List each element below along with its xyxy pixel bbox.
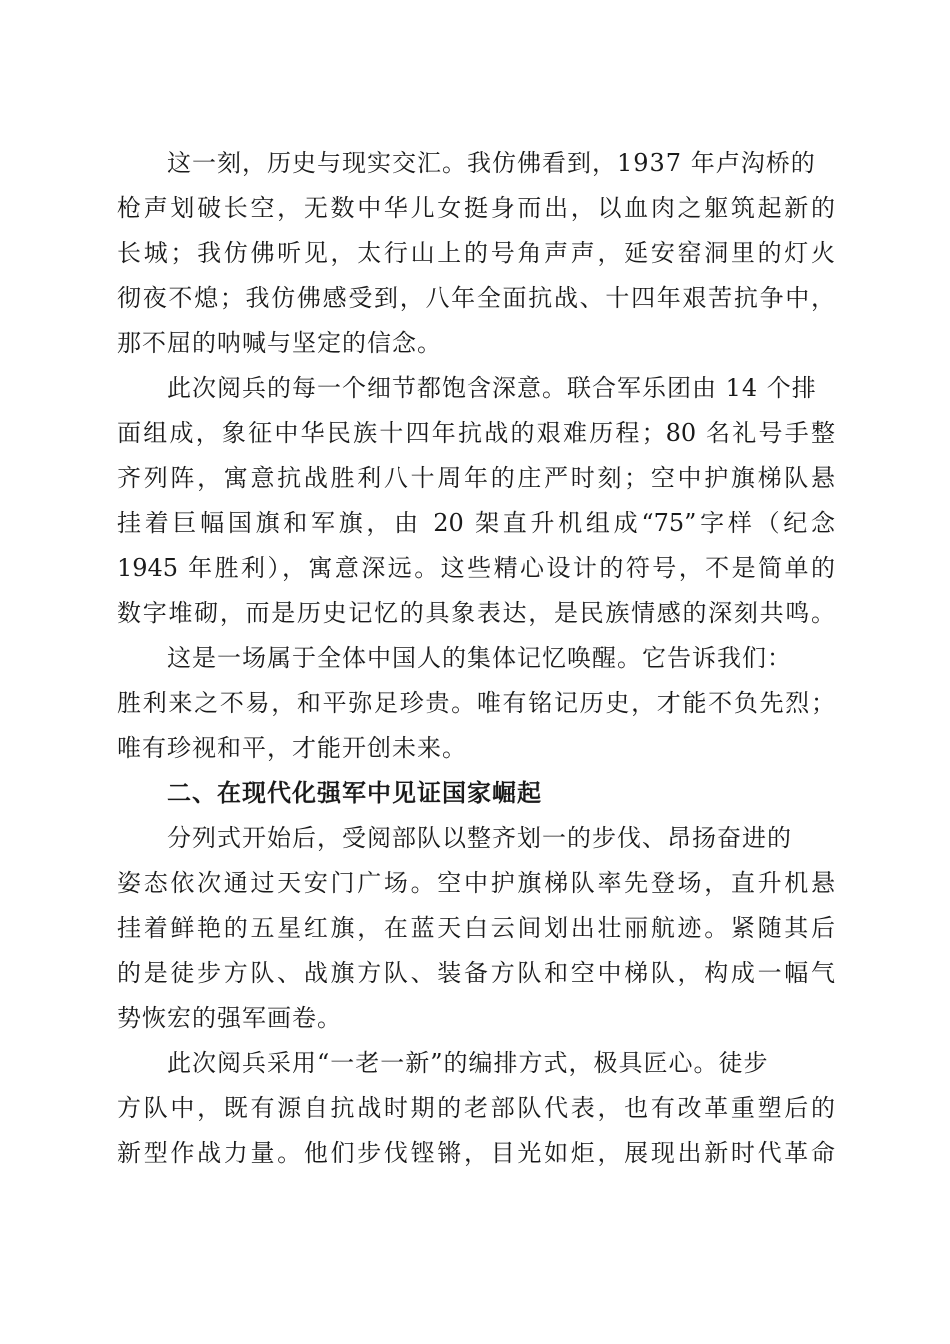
paragraph	[117, 636, 835, 771]
document-page	[117, 141, 835, 1176]
text-line: 这是一场属于全体中国人的集体记忆唤醒。它告诉我们：	[167, 644, 792, 672]
text-line: 势恢宏的强军画卷。	[117, 1004, 342, 1032]
text-line: 长城；我仿佛听见，太行山上的号角声声，延安窑洞里的灯火	[117, 239, 835, 267]
text-line: 彻夜不熄；我仿佛感受到，八年全面抗战、十四年艰苦抗争中，	[117, 284, 835, 312]
text-line: 1945 年胜利），寓意深远。这些精心设计的符号，不是简单的	[117, 554, 835, 582]
text-line: 数字堆砌，而是历史记忆的具象表达，是民族情感的深刻共鸣。	[117, 599, 835, 627]
text-line: 胜利来之不易，和平弥足珍贵。唯有铭记历史，才能不负先烈；	[117, 689, 835, 717]
paragraph	[117, 1041, 835, 1176]
text-line: 面组成，象征中华民族十四年抗战的艰难历程；80 名礼号手整	[117, 419, 835, 447]
text-line: 新型作战力量。他们步伐铿锵，目光如炬，展现出新时代革命	[117, 1139, 835, 1167]
text-line: 齐列阵，寓意抗战胜利八十周年的庄严时刻；空中护旗梯队悬	[117, 464, 835, 492]
text-line: 此次阅兵的每一个细节都饱含深意。联合军乐团由 14 个排	[167, 374, 817, 402]
text-line: 分列式开始后，受阅部队以整齐划一的步伐、昂扬奋进的	[167, 824, 792, 852]
text-line: 方队中，既有源自抗战时期的老部队代表，也有改革重塑后的	[117, 1094, 835, 1122]
text-line: 这一刻，历史与现实交汇。我仿佛看到，1937 年卢沟桥的	[167, 149, 816, 177]
text-line: 枪声划破长空，无数中华儿女挺身而出，以血肉之躯筑起新的	[117, 194, 835, 222]
text-line: 挂着鲜艳的五星红旗，在蓝天白云间划出壮丽航迹。紧随其后	[117, 914, 835, 942]
paragraph	[117, 141, 835, 366]
text-line: 的是徒步方队、战旗方队、装备方队和空中梯队，构成一幅气	[117, 959, 835, 987]
text-line: 唯有珍视和平，才能开创未来。	[117, 734, 467, 762]
text-line: 那不屈的呐喊与坚定的信念。	[117, 329, 442, 357]
paragraph	[117, 816, 835, 1041]
text-line: 挂着巨幅国旗和军旗，由 20 架直升机组成“75”字样（纪念	[117, 509, 835, 537]
paragraph	[117, 366, 835, 636]
text-line: 此次阅兵采用“一老一新”的编排方式，极具匠心。徒步	[167, 1049, 769, 1077]
section-heading: 二、在现代化强军中见证国家崛起	[167, 779, 542, 807]
text-line: 姿态依次通过天安门广场。空中护旗梯队率先登场，直升机悬	[117, 869, 835, 897]
